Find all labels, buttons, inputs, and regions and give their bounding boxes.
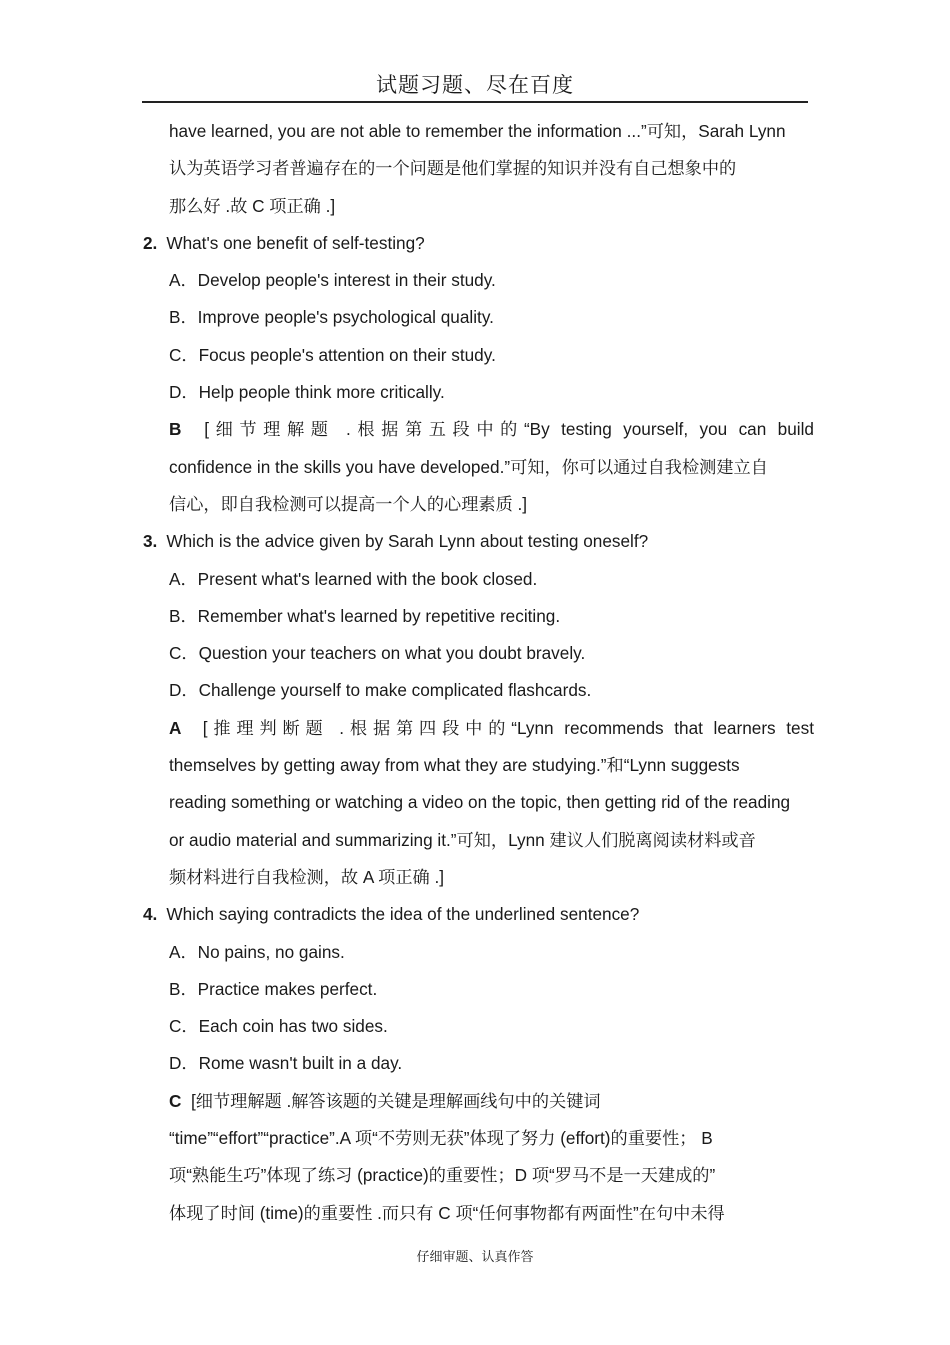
explanation-line: reading something or watching a video on the topic, then getting rid of the reading (169, 792, 791, 813)
question-text: Which saying contradicts the idea of the underlined sentence? (166, 904, 640, 925)
option-d: D．Rome wasn't built in a day. (169, 1053, 403, 1074)
question-number: 4. (143, 904, 158, 925)
explanation-line: have learned, you are not able to remember the information ...”可知，Sarah Lynn (169, 121, 786, 141)
question-number: 3. (143, 531, 158, 552)
option-c: C．Question your teachers on what you doubt bravely. (169, 643, 586, 664)
option-b: B．Practice makes perfect. (169, 978, 378, 999)
explanation-line: 频材料进行自我检测，故 A 项正确 .] (169, 866, 445, 887)
explanation-text: [细节理解题 .根据第五段中的“By testing yourself, you can build (204, 419, 814, 440)
explanation-line: or audio material and summarizing it.”可知，Lynn 建议人们脱离阅读材料或音 (169, 829, 756, 850)
answer-explanation (142, 1083, 814, 1120)
explanation-line: themselves by getting away from what they are studying.”和“Lynn suggests (169, 755, 740, 776)
page-header: 试题习题、尽在百度 (376, 73, 574, 97)
question-4 (142, 896, 814, 933)
option-a: A．Present what's learned with the book closed. (169, 568, 538, 589)
explanation-line: 那么好 .故 C 项正确 .] (169, 195, 336, 216)
page-footer: 仔细审题、认真作答 (416, 1250, 534, 1265)
explanation-line: 体现了时间 (time)的重要性 .而只有 C 项“任何事物都有两面性”在句中未得 (169, 1202, 725, 1223)
option-c: C．Each coin has two sides. (169, 1016, 388, 1037)
explanation-text: [细节理解题 .解答该题的关键是理解画线句中的关键词 (190, 1090, 601, 1111)
explanation-line: 信心，即自我检测可以提高一个人的心理素质 .] (169, 493, 528, 514)
explanation-line: confidence in the skills you have developed.”可知，你可以通过自我检测建立自 (169, 456, 768, 477)
answer-explanation (142, 710, 814, 747)
answer-explanation (142, 411, 814, 448)
option-a: A．No pains, no gains. (169, 941, 345, 962)
option-a: A．Develop people's interest in their study. (169, 270, 496, 291)
question-number: 2. (143, 232, 158, 253)
explanation-line: 项“熟能生巧”体现了练习 (practice)的重要性；D 项“罗马不是一天建成的” (169, 1165, 716, 1186)
explanation-line: 认为英语学习者普遍存在的一个问题是他们掌握的知识并没有自己想象中的 (169, 158, 737, 179)
question-2 (142, 225, 814, 262)
explanation-line: “time”“effort”“practice”.A 项“不劳则无获”体现了努力 (effort)的重要性； B (169, 1128, 713, 1149)
header-rule (142, 101, 808, 103)
answer-key: A (169, 717, 182, 738)
question-text: Which is the advice given by Sarah Lynn about testing oneself? (166, 531, 649, 552)
explanation-text: [推理判断题 .根据第四段中的“Lynn recommends that learners test (202, 717, 814, 738)
question-3 (142, 523, 814, 560)
option-d: D．Help people think more critically. (169, 382, 445, 403)
option-d: D．Challenge yourself to make complicated flashcards. (169, 680, 592, 701)
option-b: B．Improve people's psychological quality. (169, 307, 494, 328)
document-body (142, 113, 814, 1232)
answer-key: B (169, 419, 182, 440)
option-b: B．Remember what's learned by repetitive reciting. (169, 605, 561, 626)
answer-key: C (169, 1090, 182, 1111)
option-c: C．Focus people's attention on their study. (169, 344, 496, 365)
question-text: What's one benefit of self-testing? (166, 232, 425, 253)
